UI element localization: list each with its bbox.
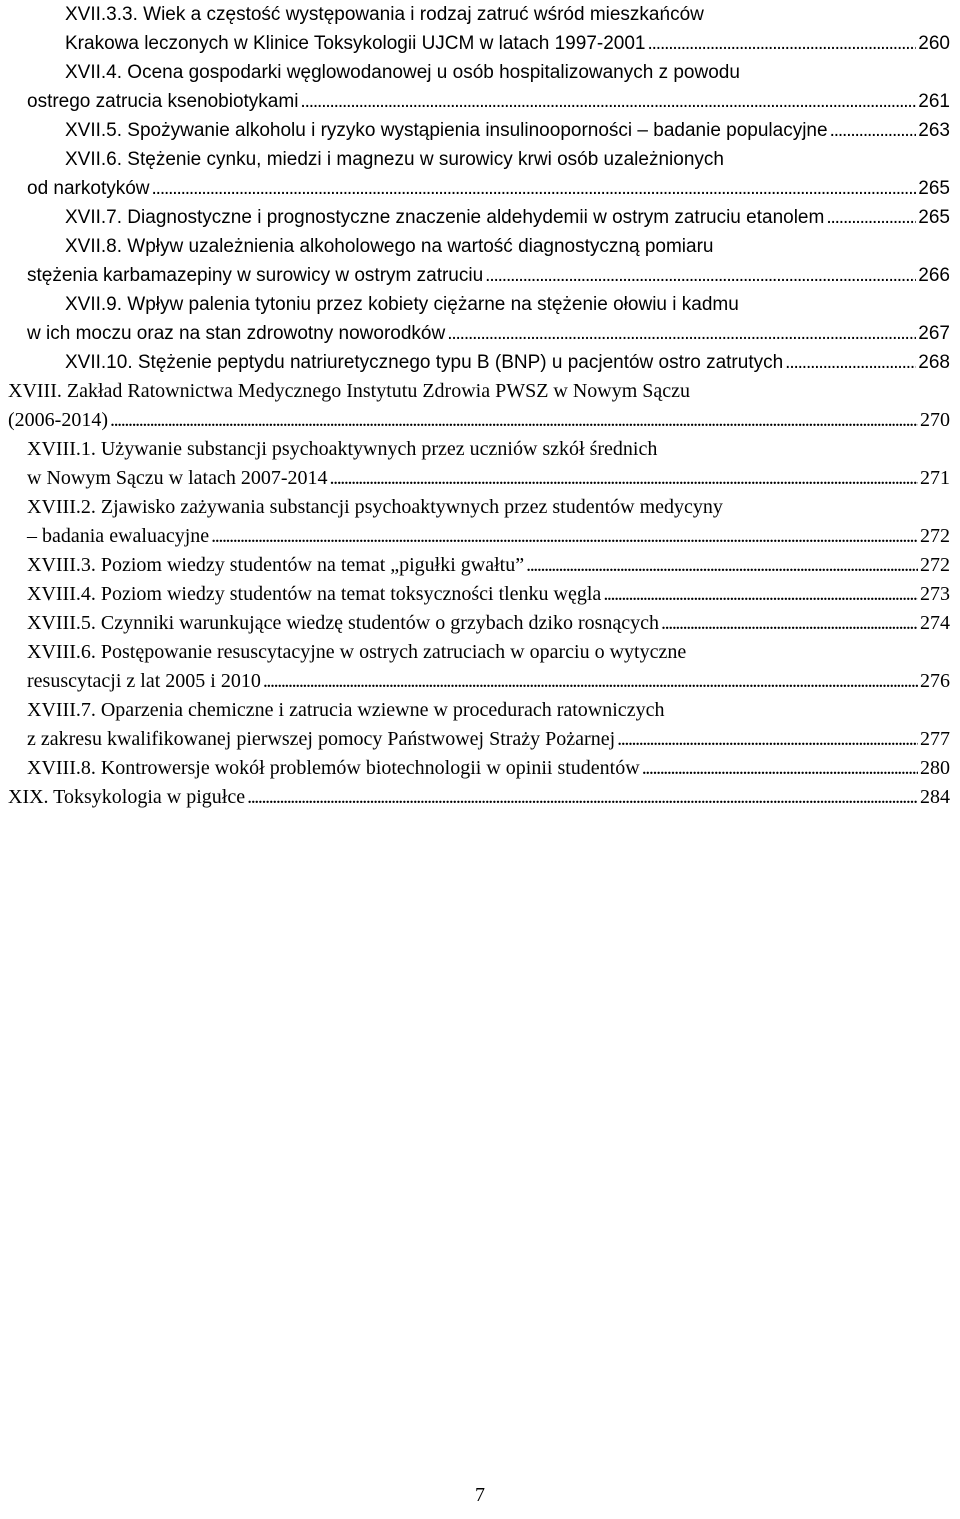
- toc-leader-dots: [211, 522, 918, 551]
- page-number: 7: [475, 1484, 485, 1506]
- toc-page-number: 277: [920, 728, 950, 750]
- toc-entry[interactable]: [0, 783, 960, 812]
- toc-entry-text: XVII.5. Spożywanie alkoholu i ryzyko wystąpienia insulinooporności – badanie populacyjne: [65, 120, 828, 141]
- toc-entry[interactable]: [0, 116, 960, 145]
- toc-leader-dots: [617, 725, 918, 754]
- toc-entry[interactable]: [0, 348, 960, 377]
- toc-entry-text: stężenia karbamazepiny w surowicy w ostrym zatruciu: [27, 265, 484, 286]
- toc-entry-text: w ich moczu oraz na stan zdrowotny noworodków: [27, 323, 446, 344]
- toc-entry[interactable]: [0, 377, 960, 435]
- toc-leader-dots: [526, 551, 918, 580]
- toc-page-number: 267: [918, 323, 950, 344]
- toc-entry-text: XVIII.2. Zjawisko zażywania substancji psychoaktywnych przez studentów medycyny: [27, 496, 723, 518]
- toc-leader-dots: [830, 116, 917, 145]
- toc-entry-text: XVII.10. Stężenie peptydu natriuretycznego typu B (BNP) u pacjentów ostro zatrutych: [65, 352, 784, 373]
- toc-entry-text: XVIII.5. Czynniki warunkujące wiedzę studentów o grzybach dziko rosnących: [27, 612, 660, 634]
- toc-page-number: 280: [920, 757, 950, 779]
- toc-entry-text: XVII.9. Wpływ palenia tytoniu przez kobiety ciężarne na stężenie ołowiu i kadmu: [65, 294, 739, 315]
- toc-entry[interactable]: [0, 203, 960, 232]
- toc-entry[interactable]: [0, 145, 960, 203]
- toc-page-number: 271: [920, 467, 950, 489]
- toc-entry-text: resuscytacji z lat 2005 i 2010: [27, 670, 261, 692]
- toc-entry-text: od narkotyków: [27, 178, 150, 199]
- toc-entry-text: XVII.6. Stężenie cynku, miedzi i magnezu w surowicy krwi osób uzależnionych: [65, 149, 724, 170]
- toc-leader-dots: [263, 667, 918, 696]
- toc-leader-dots: [300, 87, 916, 116]
- toc-leader-dots: [485, 261, 916, 290]
- toc-entry[interactable]: [0, 0, 960, 58]
- toc-entry[interactable]: [0, 58, 960, 116]
- toc-leader-dots: [642, 754, 918, 783]
- toc-entry-text: XVII.7. Diagnostyczne i prognostyczne znaczenie aldehydemii w ostrym zatruciu etanolem: [65, 207, 825, 228]
- toc-entry[interactable]: [0, 696, 960, 754]
- toc-entry-text: XVIII.8. Kontrowersje wokół problemów biotechnologii w opinii studentów: [27, 757, 640, 779]
- toc-entry-text: Krakowa leczonych w Klinice Toksykologii UJCM w latach 1997-2001: [65, 33, 646, 54]
- toc-entry[interactable]: [0, 580, 960, 609]
- toc-page-number: 284: [920, 786, 950, 808]
- toc-leader-dots: [110, 406, 918, 435]
- toc-page-number: 265: [918, 207, 950, 228]
- toc-page-number: 276: [920, 670, 950, 692]
- toc-page-number: 273: [920, 583, 950, 605]
- toc-page-number: 265: [918, 178, 950, 199]
- toc-entry[interactable]: [0, 493, 960, 551]
- toc-entry[interactable]: [0, 638, 960, 696]
- toc-entry[interactable]: [0, 435, 960, 493]
- toc-entry-text: XVIII.7. Oparzenia chemiczne i zatrucia wziewne w procedurach ratowniczych: [27, 699, 665, 721]
- toc-leader-dots: [603, 580, 918, 609]
- toc-entry-text: XVII.4. Ocena gospodarki węglowodanowej u osób hospitalizowanych z powodu: [65, 62, 740, 83]
- toc-leader-dots: [647, 29, 916, 58]
- toc-entry-text: XVIII. Zakład Ratownictwa Medycznego Instytutu Zdrowia PWSZ w Nowym Sączu: [8, 380, 691, 402]
- toc-entry[interactable]: [0, 232, 960, 290]
- toc-entry-text: ostrego zatrucia ksenobiotykami: [27, 91, 299, 112]
- toc-page-number: 260: [918, 33, 950, 54]
- toc-page-number: 261: [918, 91, 950, 112]
- toc-leader-dots: [247, 783, 918, 812]
- toc-entry[interactable]: [0, 290, 960, 348]
- toc-entry-text: XVII.8. Wpływ uzależnienia alkoholowego na wartość diagnostyczną pomiaru: [65, 236, 714, 257]
- toc-page-number: 263: [918, 120, 950, 141]
- toc-entry-text: w Nowym Sączu w latach 2007-2014: [27, 467, 328, 489]
- toc-entry-text: XVIII.6. Postępowanie resuscytacyjne w ostrych zatruciach w oparciu o wytyczne: [27, 641, 687, 663]
- toc-entry-text: z zakresu kwalifikowanej pierwszej pomocy Państwowej Straży Pożarnej: [27, 728, 616, 750]
- toc-leader-dots: [330, 464, 919, 493]
- toc-entry[interactable]: [0, 551, 960, 580]
- toc-entry-text: XVII.3.3. Wiek a częstość występowania i rodzaj zatruć wśród mieszkańców: [65, 4, 704, 25]
- toc-leader-dots: [152, 174, 917, 203]
- toc-page-number: 270: [920, 409, 950, 431]
- toc-leader-dots: [661, 609, 918, 638]
- toc-leader-dots: [447, 319, 916, 348]
- toc-entry-text: XVIII.1. Używanie substancji psychoaktywnych przez uczniów szkół średnich: [27, 438, 658, 460]
- toc-entry-text: XIX. Toksykologia w pigułce: [8, 786, 246, 808]
- toc-entry[interactable]: [0, 609, 960, 638]
- toc-page-number: 272: [920, 554, 950, 576]
- toc-entry[interactable]: [0, 754, 960, 783]
- toc-page-number: 272: [920, 525, 950, 547]
- toc-entry-text: XVIII.3. Poziom wiedzy studentów na temat „pigułki gwałtu”: [27, 554, 525, 576]
- toc-entry-text: XVIII.4. Poziom wiedzy studentów na temat toksyczności tlenku węgla: [27, 583, 602, 605]
- toc-entry-text: – badania ewaluacyjne: [27, 525, 210, 547]
- toc-leader-dots: [826, 203, 916, 232]
- toc-leader-dots: [785, 348, 916, 377]
- toc-page-number: 268: [918, 352, 950, 373]
- toc-page-number: 274: [920, 612, 950, 634]
- toc-entry-text: (2006-2014): [8, 409, 108, 431]
- toc-page-number: 266: [918, 265, 950, 286]
